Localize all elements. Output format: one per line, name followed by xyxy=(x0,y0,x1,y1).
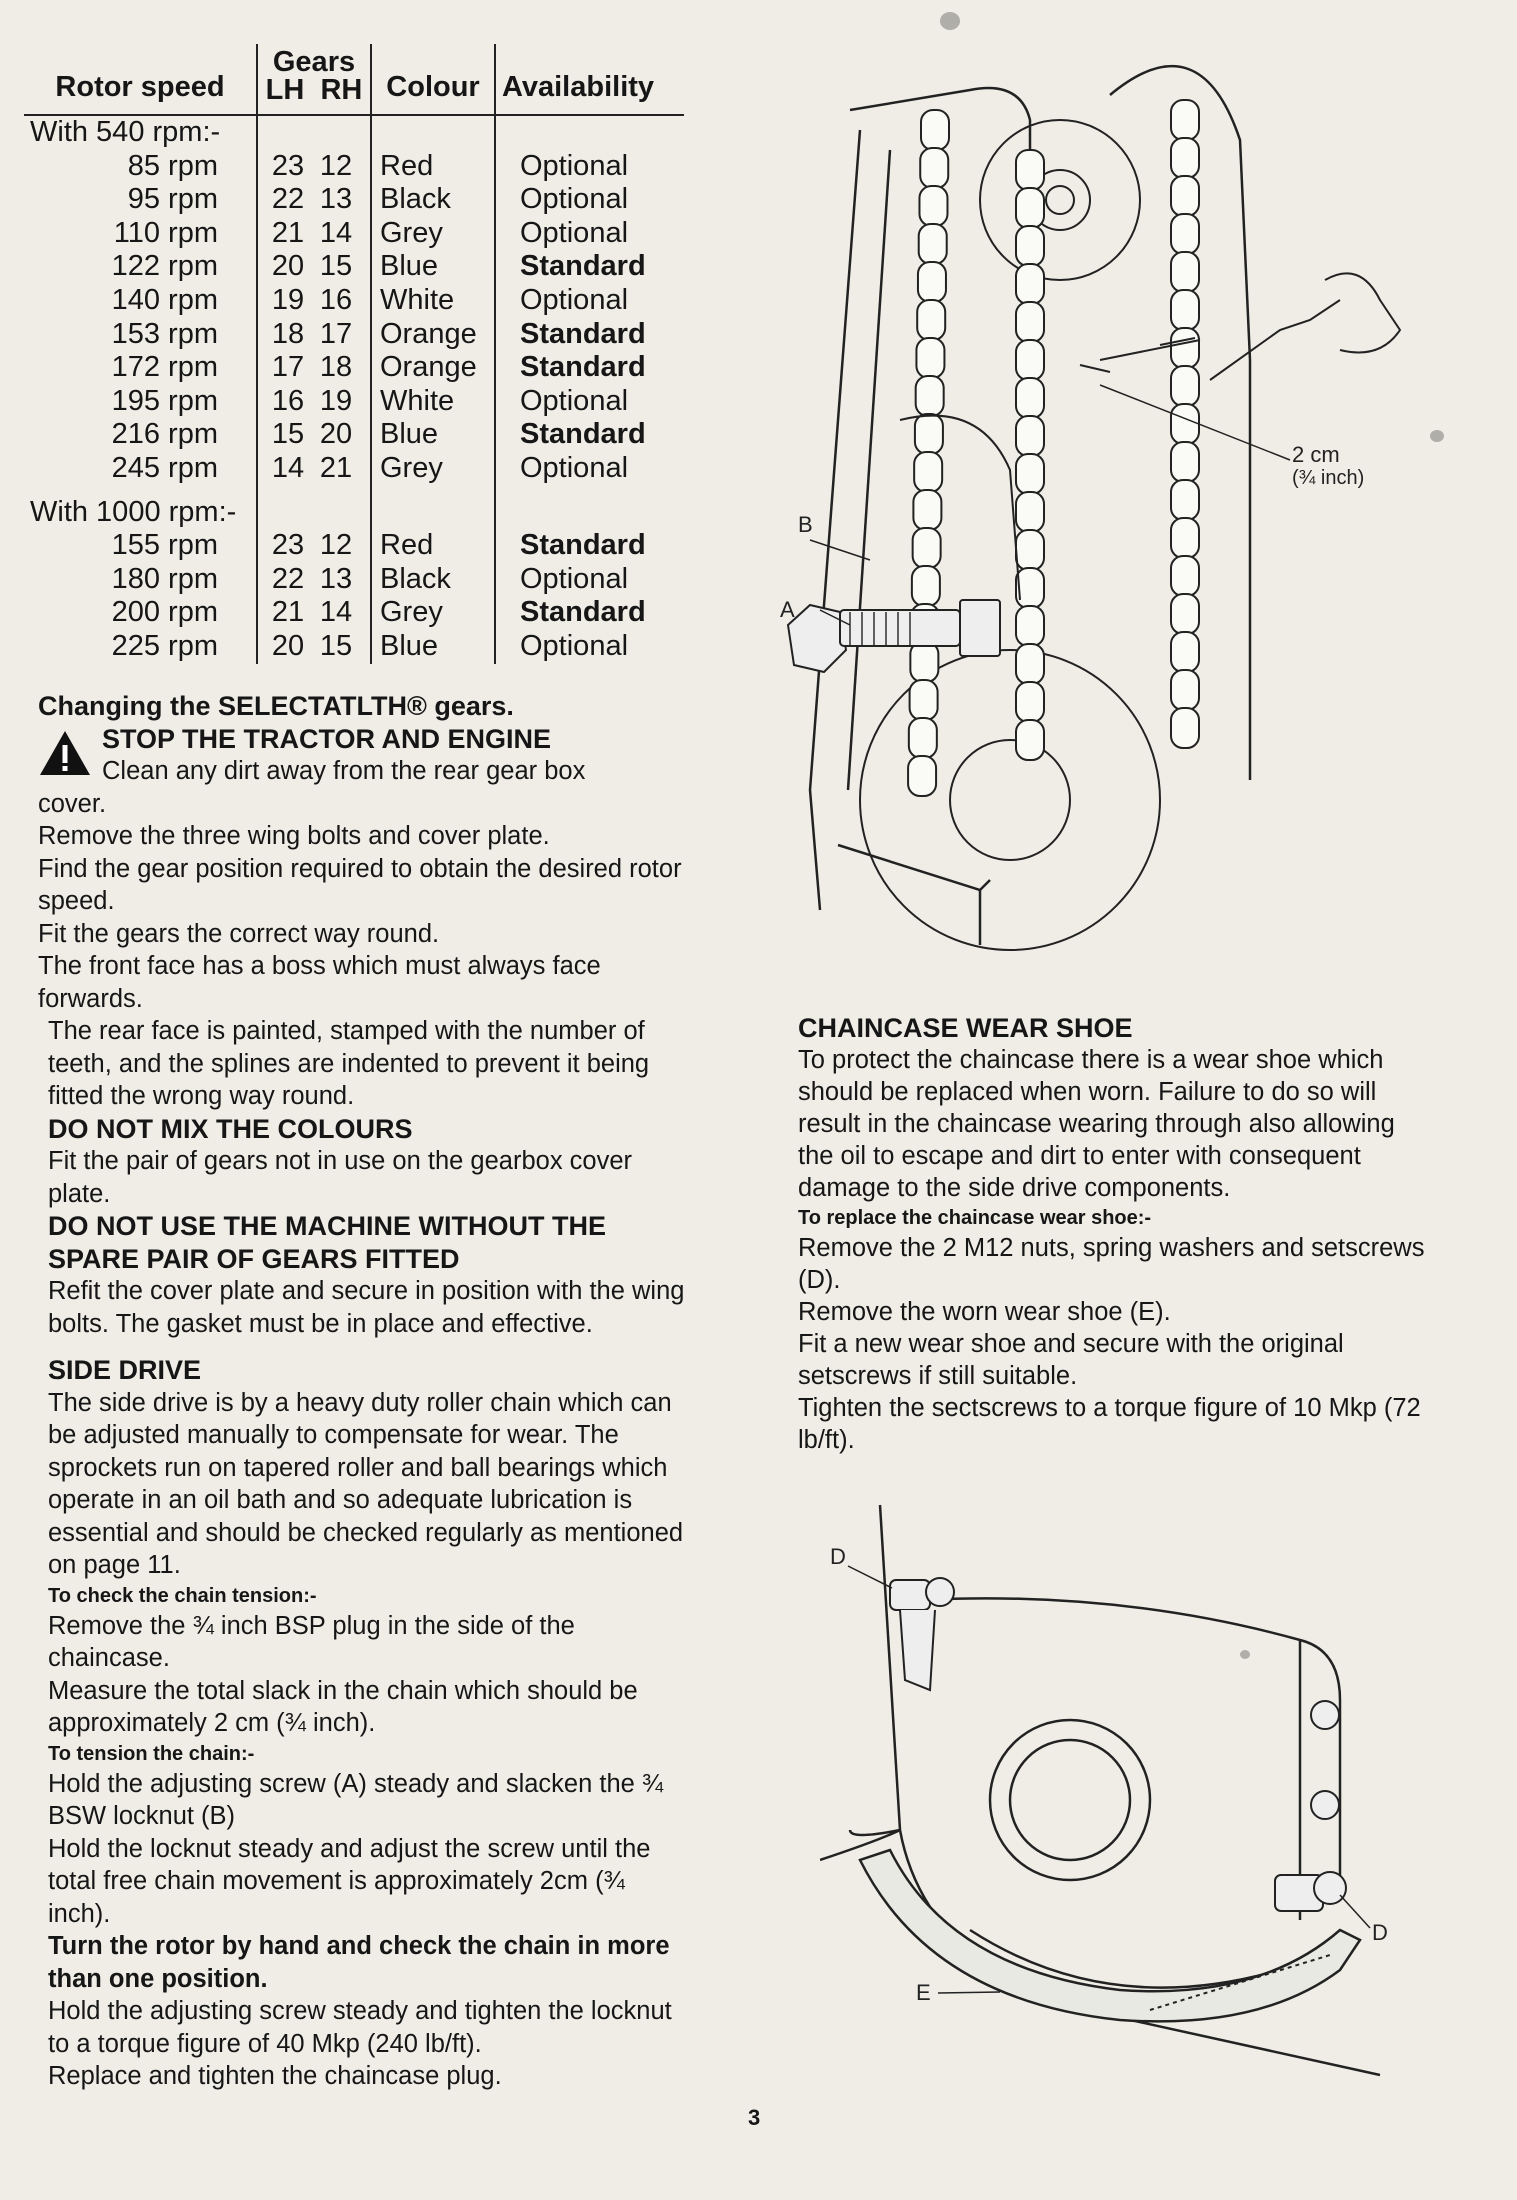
gears-cell xyxy=(257,452,371,486)
gears-step-3: Fit the gears the correct way round. xyxy=(38,919,440,948)
chain-link xyxy=(1016,378,1044,418)
rh-cell: 14 xyxy=(319,216,353,249)
gears-step-6: Fit the pair of gears not in use on the gearbox cover plate. xyxy=(48,1147,633,1208)
table-row xyxy=(24,250,684,284)
table-row xyxy=(24,630,684,664)
table-header-row xyxy=(24,44,684,115)
replace-step-2: Remove the worn wear shoe (E). xyxy=(798,1298,1171,1326)
replace-step-4: Tighten the sectscrews to a torque figure of 10 Mkp (72 lb/ft). xyxy=(798,1394,1421,1454)
label-a: A xyxy=(780,597,795,622)
table-row xyxy=(24,284,684,318)
rotor-speed-cell: 216 rpm xyxy=(24,418,257,452)
chain-link xyxy=(1171,214,1199,254)
colour-cell: Blue xyxy=(371,418,495,452)
table-row xyxy=(24,385,684,419)
availability-cell: Optional xyxy=(520,384,629,417)
header-availability: Availability xyxy=(495,44,684,115)
chain-link xyxy=(908,756,936,796)
gears-cell xyxy=(257,529,371,563)
rh-cell: 18 xyxy=(319,351,353,384)
gears-cell xyxy=(257,351,371,385)
tension-label: To tension the chain:- xyxy=(48,1742,255,1765)
roller-chain xyxy=(908,100,1199,796)
side-drive-intro: The side drive is by a heavy duty roller chain which can be adjusted manually to compensate for wear. The sprockets run on tapered roller and ball bearings which operate in an oil bath and so adequate lubrication is essential and should be checked regularly as mentioned on page 11. xyxy=(48,1388,684,1579)
lh-cell: 16 xyxy=(271,384,305,417)
chain-link xyxy=(916,376,944,416)
table-row xyxy=(24,351,684,385)
side-drive-heading: SIDE DRIVE xyxy=(48,1355,202,1385)
colour-cell: Blue xyxy=(371,630,495,664)
chain-link xyxy=(1016,150,1044,190)
replace-step-1: Remove the 2 M12 nuts, spring washers and setscrews (D). xyxy=(798,1234,1425,1294)
header-gears-label: Gears xyxy=(272,46,356,78)
colour-cell: Grey xyxy=(371,596,495,630)
chain-link xyxy=(909,718,937,758)
gears-cell xyxy=(257,596,371,630)
chain-link xyxy=(921,110,949,150)
colour-cell: Blue xyxy=(371,250,495,284)
availability-cell: Standard xyxy=(520,418,646,451)
warning-block xyxy=(38,723,688,788)
group-label-row xyxy=(24,115,684,150)
setscrew-top xyxy=(890,1578,954,1690)
chain-link xyxy=(1171,594,1199,634)
table-row xyxy=(24,596,684,630)
check-tension-label: To check the chain tension:- xyxy=(48,1584,317,1607)
rh-cell: 13 xyxy=(319,183,353,216)
chain-link xyxy=(1171,670,1199,710)
replace-label: To replace the chaincase wear shoe:- xyxy=(798,1207,1152,1229)
rotor-speed-cell: 140 rpm xyxy=(24,284,257,318)
slack-gauge xyxy=(1080,273,1400,460)
header-gears-sub xyxy=(264,76,364,104)
lh-cell: 21 xyxy=(271,216,305,249)
spacer xyxy=(38,1340,688,1354)
rh-cell: 12 xyxy=(319,149,353,182)
gears-step-1: Remove the three wing bolts and cover plate. xyxy=(38,822,550,850)
rh-cell: 15 xyxy=(319,629,353,662)
clean-text-cont: cover. xyxy=(38,789,107,818)
gears-step-7: Refit the cover plate and secure in position with the wing bolts. The gasket must be in place and effective. xyxy=(48,1277,685,1338)
availability-cell: Optional xyxy=(520,562,629,595)
availability-cell: Optional xyxy=(520,451,629,484)
group-label: With 540 rpm:- xyxy=(24,115,257,150)
availability-cell: Standard xyxy=(520,596,646,629)
check-step-2: Measure the total slack in the chain which should be approximately 2 cm (¾ inch). xyxy=(48,1676,638,1737)
colour-cell: Black xyxy=(371,183,495,217)
availability-cell: Optional xyxy=(520,183,629,216)
wear-shoe-intro: To protect the chaincase there is a wear shoe which should be replaced when worn. Failure to do so will result in the chaincase wearing through also allowing the oil to escape and dirt to enter with consequent damage to the side drive components. xyxy=(798,1046,1395,1202)
tension-step-5: Replace and tighten the chaincase plug. xyxy=(48,2062,502,2090)
lh-cell: 22 xyxy=(271,562,305,595)
rotor-speed-cell: 122 rpm xyxy=(24,250,257,284)
table-row xyxy=(24,318,684,352)
lh-cell: 14 xyxy=(271,451,305,484)
rh-cell: 15 xyxy=(319,250,353,283)
dimension-label-inch: (¾ inch) xyxy=(1292,467,1365,489)
replace-step-3: Fit a new wear shoe and secure with the original setscrews if still suitable. xyxy=(798,1330,1344,1390)
colour-cell: Orange xyxy=(371,318,495,352)
availability-cell: Optional xyxy=(520,629,629,662)
colour-cell: Black xyxy=(371,563,495,597)
page-number: 3 xyxy=(748,2105,761,2130)
gears-cell xyxy=(257,563,371,597)
gears-cell xyxy=(257,385,371,419)
colour-cell: Red xyxy=(371,529,495,563)
rotor-speed-cell: 172 rpm xyxy=(24,351,257,385)
rh-cell: 13 xyxy=(319,562,353,595)
check-step-1: Remove the ¾ inch BSP plug in the side of the chaincase. xyxy=(48,1611,575,1672)
chain-link xyxy=(1171,556,1199,596)
colour-cell: Grey xyxy=(371,217,495,251)
lh-cell: 21 xyxy=(271,596,305,629)
lh-cell: 17 xyxy=(271,351,305,384)
chain-link xyxy=(910,642,938,682)
rotor-speed-cell: 153 rpm xyxy=(24,318,257,352)
chain-link xyxy=(1171,404,1199,444)
tension-step-4: Hold the adjusting screw steady and tighten the locknut to a torque figure of 40 Mkp (240 lb/ft). xyxy=(48,1997,672,2058)
chain-link xyxy=(1016,568,1044,608)
table-row xyxy=(24,452,684,486)
chain-link xyxy=(1016,264,1044,304)
chain-link xyxy=(915,414,943,454)
chain-link xyxy=(1171,290,1199,330)
tension-step-2: Hold the locknut steady and adjust the screw until the total free chain movement is approximately 2cm (¾ inch). xyxy=(48,1834,651,1928)
clean-text: Clean any dirt away from the rear gear box xyxy=(102,757,586,785)
lh-cell: 15 xyxy=(271,418,305,451)
chain-link xyxy=(1016,340,1044,380)
lh-cell: 23 xyxy=(271,529,305,562)
gears-heading: Changing the SELECTATLTH® gears. xyxy=(38,691,514,721)
chain-link xyxy=(1016,606,1044,646)
chain-link xyxy=(918,262,946,302)
table-row xyxy=(24,529,684,563)
rh-cell: 20 xyxy=(319,418,353,451)
table-row xyxy=(24,563,684,597)
chain-link xyxy=(1171,100,1199,140)
header-colour: Colour xyxy=(371,44,495,115)
machine-warning-heading: DO NOT USE THE MACHINE WITHOUT THE SPARE PAIR OF GEARS FITTED xyxy=(48,1211,606,1274)
group-spacer xyxy=(24,486,684,496)
lh-cell: 19 xyxy=(271,283,305,316)
mix-warning-heading: DO NOT MIX THE COLOURS xyxy=(48,1113,413,1144)
gears-cell xyxy=(257,150,371,184)
availability-cell: Optional xyxy=(520,283,629,316)
table-row xyxy=(24,150,684,184)
rotor-speed-cell: 110 rpm xyxy=(24,217,257,251)
sprocket-bottom xyxy=(860,650,1160,950)
gears-cell xyxy=(257,630,371,664)
colour-cell: Grey xyxy=(371,452,495,486)
chain-link xyxy=(1016,492,1044,532)
chain-link xyxy=(1016,720,1044,760)
rh-cell: 19 xyxy=(319,384,353,417)
header-lh: LH xyxy=(265,74,305,106)
rh-cell: 12 xyxy=(319,529,353,562)
table-row xyxy=(24,217,684,251)
rotor-speed-cell: 245 rpm xyxy=(24,452,257,486)
rotor-speed-cell: 95 rpm xyxy=(24,183,257,217)
gear-table-body xyxy=(24,115,684,664)
lh-cell: 22 xyxy=(271,183,305,216)
dimension-label: 2 cm xyxy=(1292,442,1340,467)
warning-text xyxy=(102,723,585,788)
chain-link xyxy=(919,186,947,226)
gear-ratio-table xyxy=(24,44,684,664)
table-row xyxy=(24,183,684,217)
group-label-row xyxy=(24,496,684,530)
lh-cell: 20 xyxy=(271,250,305,283)
left-column xyxy=(38,690,688,2093)
chain-link xyxy=(1016,530,1044,570)
chain-link xyxy=(1016,226,1044,266)
right-column xyxy=(798,1012,1426,1456)
rh-cell: 17 xyxy=(319,317,353,350)
header-rotor-speed: Rotor speed xyxy=(24,44,257,115)
rotor-speed-cell: 180 rpm xyxy=(24,563,257,597)
chain-link xyxy=(914,452,942,492)
stop-heading: STOP THE TRACTOR AND ENGINE xyxy=(102,723,552,754)
chain-link xyxy=(1016,188,1044,228)
rh-cell: 16 xyxy=(319,283,353,316)
chain-link xyxy=(1016,454,1044,494)
chain-link xyxy=(910,680,938,720)
warning-triangle-icon xyxy=(38,729,92,777)
rh-cell: 14 xyxy=(319,596,353,629)
chain-link xyxy=(1171,708,1199,748)
chain-link xyxy=(1016,416,1044,456)
rh-cell: 21 xyxy=(319,451,353,484)
chain-link xyxy=(1171,138,1199,178)
chain-link xyxy=(913,528,941,568)
label-d-bottom: D xyxy=(1372,1920,1388,1945)
header-gears xyxy=(257,44,371,115)
header-rh: RH xyxy=(320,74,363,106)
colour-cell: Orange xyxy=(371,351,495,385)
chain-link xyxy=(1016,644,1044,684)
rotor-speed-cell: 155 rpm xyxy=(24,529,257,563)
chain-link xyxy=(912,566,940,606)
availability-cell: Optional xyxy=(520,149,629,182)
chain-link xyxy=(1171,366,1199,406)
label-b: B xyxy=(798,512,813,537)
tension-step-3: Turn the rotor by hand and check the chain in more than one position. xyxy=(48,1932,670,1993)
chain-link xyxy=(913,490,941,530)
availability-cell: Standard xyxy=(520,351,646,384)
rotor-speed-cell: 225 rpm xyxy=(24,630,257,664)
tension-step-1: Hold the adjusting screw (A) steady and slacken the ¾ BSW locknut (B) xyxy=(48,1769,664,1830)
chain-link xyxy=(1171,518,1199,558)
gears-step-5: The rear face is painted, stamped with the number of teeth, and the splines are indented to prevent it being fitted the wrong way round. xyxy=(48,1017,650,1110)
chain-link xyxy=(919,224,947,264)
availability-cell: Optional xyxy=(520,216,629,249)
wear-shoe-heading: CHAINCASE WEAR SHOE xyxy=(798,1013,1133,1043)
sprocket-top xyxy=(980,120,1140,280)
gears-step-4: The front face has a boss which must always face forwards. xyxy=(38,952,601,1013)
chain-link xyxy=(917,300,945,340)
availability-cell: Standard xyxy=(520,529,646,562)
chain-link xyxy=(1171,176,1199,216)
gears-cell xyxy=(257,217,371,251)
rotor-speed-cell: 85 rpm xyxy=(24,150,257,184)
colour-cell: White xyxy=(371,385,495,419)
lh-cell: 18 xyxy=(271,317,305,350)
gears-cell xyxy=(257,183,371,217)
chain-link xyxy=(1171,328,1199,368)
gears-cell xyxy=(257,250,371,284)
label-d-top: D xyxy=(830,1544,846,1569)
chain-link xyxy=(916,338,944,378)
gears-cell xyxy=(257,318,371,352)
gears-step-2: Find the gear position required to obtain the desired rotor speed. xyxy=(38,854,682,915)
rotor-speed-cell: 200 rpm xyxy=(24,596,257,630)
chain-link xyxy=(1171,632,1199,672)
lh-cell: 20 xyxy=(271,629,305,662)
gears-cell xyxy=(257,418,371,452)
availability-cell: Standard xyxy=(520,317,646,350)
group-label: With 1000 rpm:- xyxy=(24,496,257,530)
chain-link xyxy=(1171,252,1199,292)
chain-link xyxy=(1016,302,1044,342)
gears-cell xyxy=(257,284,371,318)
setscrew-bottom xyxy=(1275,1701,1346,1911)
label-e: E xyxy=(916,1980,931,2005)
availability-cell: Standard xyxy=(520,250,646,283)
chain-link xyxy=(1171,480,1199,520)
colour-cell: Red xyxy=(371,150,495,184)
rotor-speed-cell: 195 rpm xyxy=(24,385,257,419)
chain-link xyxy=(1171,442,1199,482)
chain-tension-figure xyxy=(780,0,1460,960)
chain-link xyxy=(920,148,948,188)
table-row xyxy=(24,418,684,452)
colour-cell: White xyxy=(371,284,495,318)
lh-cell: 23 xyxy=(271,149,305,182)
chain-link xyxy=(1016,682,1044,722)
wear-shoe-figure xyxy=(820,1500,1460,2100)
